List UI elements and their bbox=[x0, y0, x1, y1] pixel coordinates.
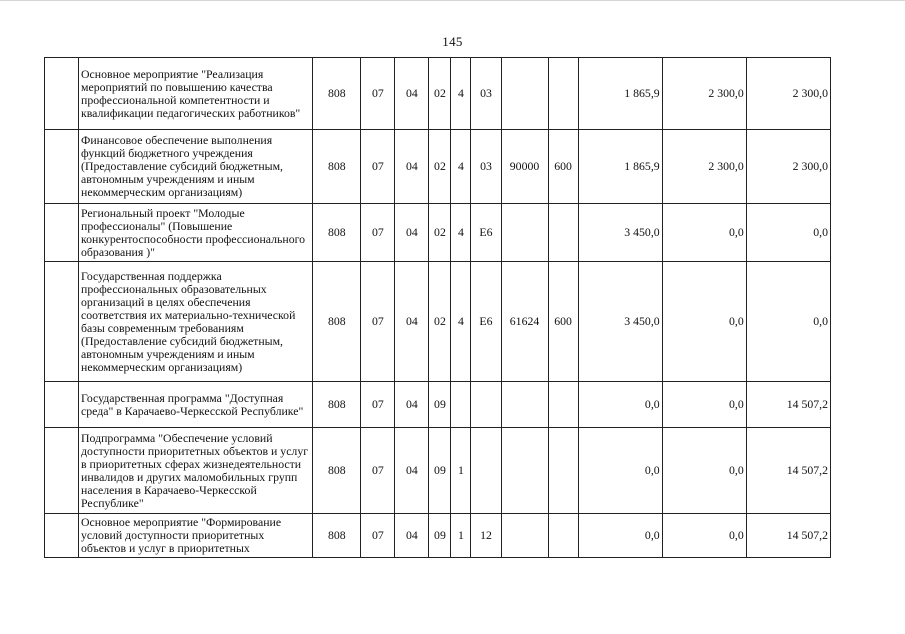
amount-year-2-cell: 2 300,0 bbox=[662, 130, 746, 204]
ministry-code-cell: 808 bbox=[313, 382, 361, 428]
amount-year-2-cell: 0,0 bbox=[662, 428, 746, 514]
expense-direction-code-cell bbox=[501, 428, 548, 514]
section-code-cell: 07 bbox=[361, 130, 395, 204]
amount-year-2-cell: 0,0 bbox=[662, 262, 746, 382]
expense-direction-code-cell bbox=[501, 514, 548, 558]
subprogram-code-cell bbox=[451, 382, 471, 428]
subprogram-code-cell: 4 bbox=[451, 262, 471, 382]
amount-year-1-cell: 1 865,9 bbox=[578, 130, 662, 204]
amount-year-1-cell: 0,0 bbox=[578, 382, 662, 428]
description-cell: Финансовое обеспечение выполнения функций бюджетного учреждения (Предоставление субсидий бюджетным, автономным учреждениям и иным некоммерческим организациям) bbox=[79, 130, 313, 204]
budget-table bbox=[44, 57, 831, 558]
table-row bbox=[45, 382, 831, 428]
section-code-cell: 07 bbox=[361, 428, 395, 514]
ministry-code-cell: 808 bbox=[313, 58, 361, 130]
section-code-cell: 07 bbox=[361, 204, 395, 262]
table-body bbox=[45, 58, 831, 558]
table-row bbox=[45, 514, 831, 558]
description-cell: Подпрограмма "Обеспечение условий доступности приоритетных объектов и услуг в приоритетных сферах жизнедеятельности инвалидов и других маломобильных групп населения в Карачаево-Черкесской Республике" bbox=[79, 428, 313, 514]
amount-year-3-cell: 2 300,0 bbox=[746, 58, 830, 130]
description-cell: Государственная программа "Доступная среда" в Карачаево-Черкесской Республике" bbox=[79, 382, 313, 428]
expense-type-code-cell bbox=[548, 514, 578, 558]
description-cell: Основное мероприятие "Реализация мероприятий по повышению качества профессиональной компетентности и квалификации педагогических работников" bbox=[79, 58, 313, 130]
description-cell: Государственная поддержка профессиональных образовательных организаций в целях обеспечения соответствия их материально-технической базы современным требованиям (Предоставление субсидий бюджетным, автономным учреждениям и иным некоммерческим организациям) bbox=[79, 262, 313, 382]
row-number-cell bbox=[45, 58, 79, 130]
expense-type-code-cell bbox=[548, 428, 578, 514]
table-row bbox=[45, 204, 831, 262]
section-code-cell: 07 bbox=[361, 262, 395, 382]
amount-year-2-cell: 0,0 bbox=[662, 514, 746, 558]
main-event-code-cell: 03 bbox=[471, 130, 501, 204]
main-event-code-cell: Е6 bbox=[471, 204, 501, 262]
main-event-code-cell: 03 bbox=[471, 58, 501, 130]
expense-direction-code-cell bbox=[501, 204, 548, 262]
expense-direction-code-cell bbox=[501, 382, 548, 428]
program-code-cell: 02 bbox=[429, 58, 451, 130]
expense-type-code-cell: 600 bbox=[548, 262, 578, 382]
ministry-code-cell: 808 bbox=[313, 204, 361, 262]
amount-year-3-cell: 2 300,0 bbox=[746, 130, 830, 204]
main-event-code-cell: Е6 bbox=[471, 262, 501, 382]
amount-year-1-cell: 0,0 bbox=[578, 514, 662, 558]
expense-direction-code-cell: 61624 bbox=[501, 262, 548, 382]
program-code-cell: 02 bbox=[429, 204, 451, 262]
row-number-cell bbox=[45, 514, 79, 558]
row-number-cell bbox=[45, 428, 79, 514]
ministry-code-cell: 808 bbox=[313, 262, 361, 382]
subsection-code-cell: 04 bbox=[395, 130, 429, 204]
expense-type-code-cell bbox=[548, 204, 578, 262]
amount-year-3-cell: 14 507,2 bbox=[746, 514, 830, 558]
expense-direction-code-cell bbox=[501, 58, 548, 130]
section-code-cell: 07 bbox=[361, 382, 395, 428]
amount-year-1-cell: 3 450,0 bbox=[578, 262, 662, 382]
amount-year-3-cell: 0,0 bbox=[746, 262, 830, 382]
subsection-code-cell: 04 bbox=[395, 262, 429, 382]
row-number-cell bbox=[45, 204, 79, 262]
description-cell: Региональный проект "Молодые профессионалы" (Повышение конкурентоспособности профессионального образования )" bbox=[79, 204, 313, 262]
amount-year-1-cell: 3 450,0 bbox=[578, 204, 662, 262]
main-event-code-cell bbox=[471, 382, 501, 428]
amount-year-2-cell: 0,0 bbox=[662, 204, 746, 262]
program-code-cell: 09 bbox=[429, 428, 451, 514]
description-cell: Основное мероприятие "Формирование условий доступности приоритетных объектов и услуг в приоритетных bbox=[79, 514, 313, 558]
subprogram-code-cell: 1 bbox=[451, 428, 471, 514]
program-code-cell: 02 bbox=[429, 130, 451, 204]
amount-year-1-cell: 0,0 bbox=[578, 428, 662, 514]
ministry-code-cell: 808 bbox=[313, 130, 361, 204]
row-number-cell bbox=[45, 130, 79, 204]
amount-year-2-cell: 2 300,0 bbox=[662, 58, 746, 130]
program-code-cell: 09 bbox=[429, 382, 451, 428]
main-event-code-cell bbox=[471, 428, 501, 514]
subsection-code-cell: 04 bbox=[395, 428, 429, 514]
subsection-code-cell: 04 bbox=[395, 382, 429, 428]
subprogram-code-cell: 1 bbox=[451, 514, 471, 558]
expense-type-code-cell bbox=[548, 382, 578, 428]
subprogram-code-cell: 4 bbox=[451, 204, 471, 262]
section-code-cell: 07 bbox=[361, 58, 395, 130]
expense-direction-code-cell: 90000 bbox=[501, 130, 548, 204]
program-code-cell: 02 bbox=[429, 262, 451, 382]
subsection-code-cell: 04 bbox=[395, 514, 429, 558]
ministry-code-cell: 808 bbox=[313, 514, 361, 558]
subprogram-code-cell: 4 bbox=[451, 58, 471, 130]
scan-edge bbox=[0, 0, 905, 9]
subprogram-code-cell: 4 bbox=[451, 130, 471, 204]
expense-type-code-cell: 600 bbox=[548, 130, 578, 204]
table-row bbox=[45, 262, 831, 382]
subsection-code-cell: 04 bbox=[395, 204, 429, 262]
section-code-cell: 07 bbox=[361, 514, 395, 558]
row-number-cell bbox=[45, 262, 79, 382]
amount-year-3-cell: 14 507,2 bbox=[746, 382, 830, 428]
expense-type-code-cell bbox=[548, 58, 578, 130]
row-number-cell bbox=[45, 382, 79, 428]
amount-year-3-cell: 14 507,2 bbox=[746, 428, 830, 514]
amount-year-2-cell: 0,0 bbox=[662, 382, 746, 428]
page-number: 145 bbox=[442, 34, 463, 49]
amount-year-3-cell: 0,0 bbox=[746, 204, 830, 262]
table-row bbox=[45, 130, 831, 204]
ministry-code-cell: 808 bbox=[313, 428, 361, 514]
main-event-code-cell: 12 bbox=[471, 514, 501, 558]
amount-year-1-cell: 1 865,9 bbox=[578, 58, 662, 130]
program-code-cell: 09 bbox=[429, 514, 451, 558]
table-row bbox=[45, 58, 831, 130]
subsection-code-cell: 04 bbox=[395, 58, 429, 130]
table-row bbox=[45, 428, 831, 514]
